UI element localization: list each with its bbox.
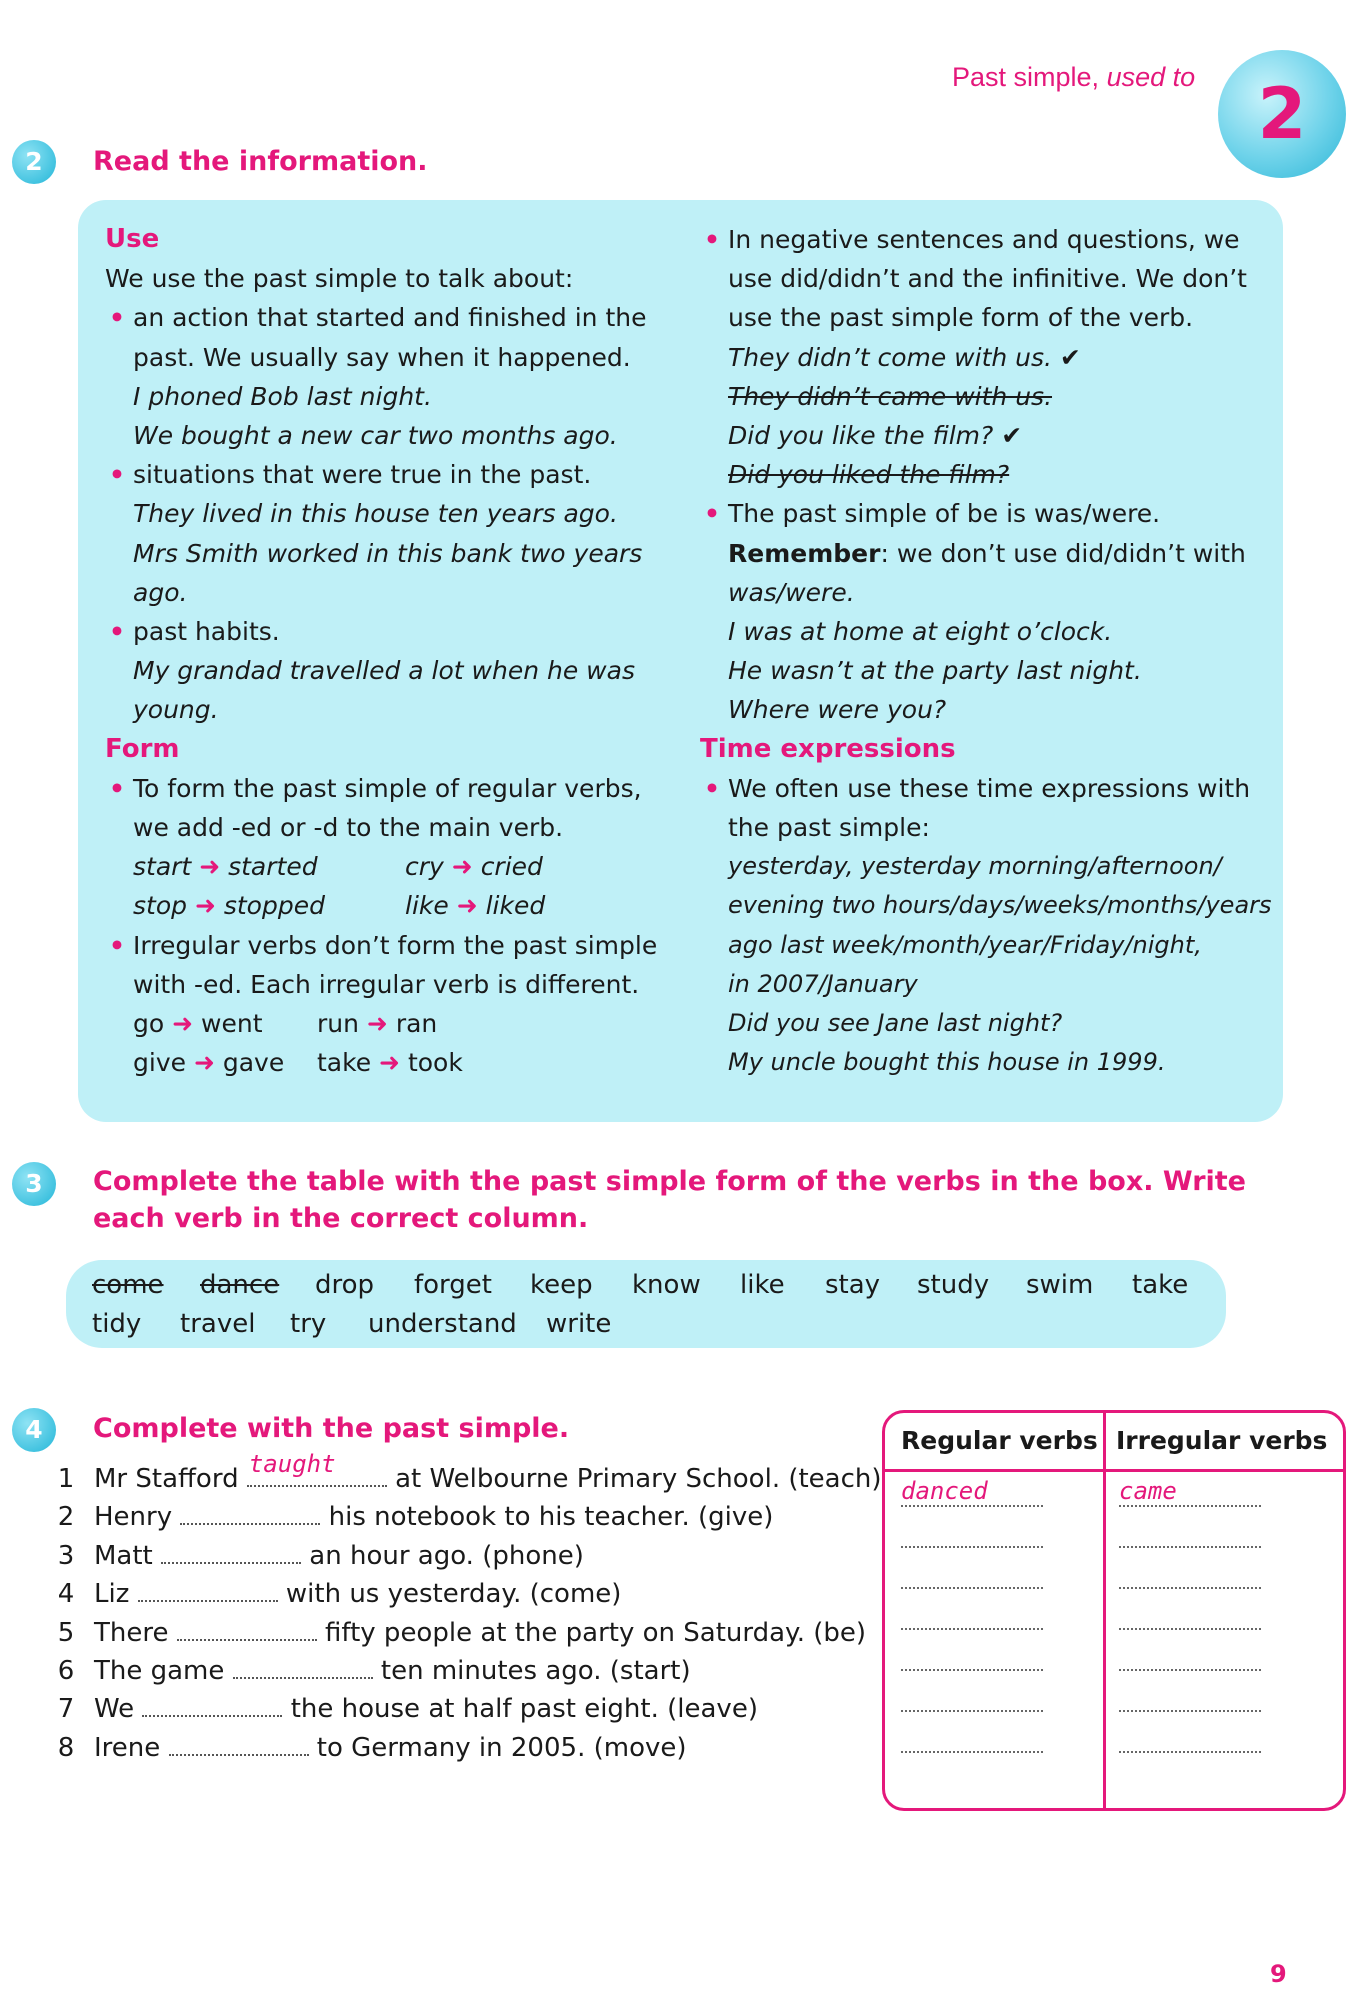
word-box-item: tidy xyxy=(92,1309,142,1339)
sentence-text: Mr Stafford xyxy=(94,1464,247,1494)
page-number: 9 xyxy=(1270,1960,1287,1988)
example-correct: Did you like the film? ✔ xyxy=(728,421,1023,451)
sentence-number: 6 xyxy=(57,1655,75,1686)
form-title: Form xyxy=(105,733,180,764)
time-example: in 2007/January xyxy=(728,969,918,998)
example: Where were you? xyxy=(728,695,947,725)
exercise-4-heading: Complete with the past simple. xyxy=(93,1413,570,1444)
verb: run xyxy=(317,1009,359,1039)
example-wrong: They didn’t came with us. xyxy=(728,381,1053,411)
sentence-text: ten minutes ago. (start) xyxy=(372,1655,691,1686)
sentence-number: 8 xyxy=(57,1732,75,1763)
sentence-number: 3 xyxy=(57,1540,75,1571)
table-answer-line[interactable] xyxy=(1119,1710,1261,1712)
verb: stop xyxy=(133,891,187,921)
remember-note xyxy=(700,534,1280,573)
word-box-item: understand xyxy=(368,1309,517,1339)
word-box-item: swim xyxy=(1026,1270,1094,1300)
irregular-verbs-header: Irregular verbs xyxy=(1116,1426,1328,1455)
use-intro: We use the past simple to talk about: xyxy=(105,264,574,294)
time-example: My uncle bought this house in 1999. xyxy=(728,1048,1166,1077)
example: Mrs Smith worked in this bank two years xyxy=(133,538,643,568)
answer-blank[interactable] xyxy=(161,1538,301,1564)
arrow-icon: ➜ xyxy=(366,1009,388,1039)
example: I was at home at eight o’clock. xyxy=(728,617,1113,647)
time-example: Did you see Jane last night? xyxy=(728,1009,1063,1038)
verb-pair-row xyxy=(105,886,665,925)
table-answer-line[interactable] xyxy=(1119,1751,1261,1753)
verb: liked xyxy=(485,891,546,921)
form-bullet-1-cont: we add -ed or -d to the main verb. xyxy=(133,813,564,843)
remember-label: Remember xyxy=(728,538,881,568)
exercise-2-heading: Read the information. xyxy=(93,146,428,177)
word-box-item: drop xyxy=(315,1270,375,1300)
arrow-icon: ➜ xyxy=(172,1009,194,1039)
unit-title: Past simple, used to xyxy=(952,62,1196,92)
table-answer-line[interactable] xyxy=(901,1710,1043,1712)
table-answer-line[interactable] xyxy=(1119,1669,1261,1671)
verb: give xyxy=(133,1048,186,1078)
answer-blank[interactable] xyxy=(142,1691,282,1717)
table-answer-line[interactable] xyxy=(901,1628,1043,1630)
word-box-item: try xyxy=(290,1309,327,1339)
example: He wasn’t at the party last night. xyxy=(728,656,1142,686)
regular-example-answer: danced xyxy=(901,1477,988,1505)
form-bullet-2: • Irregular verbs don’t form the past simple xyxy=(105,926,665,965)
exercise-4-number: 4 xyxy=(12,1408,56,1452)
sentence-text: The game xyxy=(94,1655,233,1686)
use-bullet-2: • situations that were true in the past. xyxy=(105,455,665,494)
table-header-divider xyxy=(885,1469,1343,1472)
verb: go xyxy=(133,1009,165,1039)
sentence-number: 2 xyxy=(57,1502,75,1533)
sentence-item xyxy=(54,1450,882,1498)
sentence-text: with us yesterday. (come) xyxy=(277,1579,622,1610)
word-box-item: take xyxy=(1132,1270,1189,1300)
exercise-3-heading: Complete the table with the past simple form of the verbs in the box. Write xyxy=(93,1166,1246,1197)
sentence-item xyxy=(54,1729,874,1767)
sentence-text: at Welbourne Primary School. (teach) xyxy=(386,1464,882,1494)
remember-text: : we don’t use did/didn’t with xyxy=(880,538,1246,568)
word-box-item: like xyxy=(740,1270,785,1300)
word-box-item: stay xyxy=(825,1270,881,1300)
verb: like xyxy=(405,891,449,921)
word-box-item: know xyxy=(632,1270,701,1300)
arrow-icon: ➜ xyxy=(456,891,478,921)
sentence-item xyxy=(54,1614,874,1652)
table-column-divider xyxy=(1103,1413,1106,1808)
irregular-example-answer: came xyxy=(1119,1477,1177,1505)
arrow-icon: ➜ xyxy=(451,852,473,882)
verb-pair-row xyxy=(105,1043,665,1082)
arrow-icon: ➜ xyxy=(379,1048,400,1078)
word-box-item: travel xyxy=(180,1309,256,1339)
sentence-text: Matt xyxy=(94,1540,162,1571)
be-bullet: • The past simple of be is was/were. xyxy=(700,494,1280,533)
verb-pair-row xyxy=(105,1004,665,1043)
example: They lived in this house ten years ago. xyxy=(133,499,618,529)
time-bullet: • We often use these time expressions with xyxy=(700,769,1280,808)
sentence-text: Liz xyxy=(94,1579,138,1610)
example: I phoned Bob last night. xyxy=(133,381,432,411)
negative-bullet: • In negative sentences and questions, we xyxy=(700,220,1280,259)
verb: took xyxy=(407,1048,463,1078)
word-box-item: study xyxy=(917,1270,990,1300)
example: young. xyxy=(133,695,219,725)
word-box-item: keep xyxy=(530,1270,593,1300)
word-box-item: forget xyxy=(414,1270,492,1300)
verb-table xyxy=(882,1410,1346,1811)
sentence-item xyxy=(54,1498,874,1536)
info-right-column xyxy=(700,220,1280,1082)
table-answer-line[interactable] xyxy=(901,1505,1043,1507)
exercise-3-heading-cont: each verb in the correct column. xyxy=(93,1203,589,1234)
sentence-text: We xyxy=(94,1694,143,1725)
sentence-item xyxy=(54,1652,874,1690)
answer-blank[interactable] xyxy=(138,1576,278,1602)
verb: went xyxy=(201,1009,263,1039)
table-answer-line[interactable] xyxy=(901,1587,1043,1589)
time-example: yesterday, yesterday morning/afternoon/ xyxy=(728,852,1222,881)
sentence-text: There xyxy=(94,1617,177,1648)
verb: stopped xyxy=(223,891,325,921)
sentence-text: Irene xyxy=(94,1732,169,1763)
table-answer-line[interactable] xyxy=(1119,1628,1261,1630)
unit-number-badge: 2 xyxy=(1218,50,1346,178)
negative-bullet-cont: use the past simple form of the verb. xyxy=(728,303,1194,333)
use-bullet-1-cont: past. We usually say when it happened. xyxy=(133,342,631,372)
example: My grandad travelled a lot when he was xyxy=(133,656,635,686)
sentence-number: 4 xyxy=(57,1579,75,1610)
word-box-item: write xyxy=(546,1309,612,1339)
exercise-2-number: 2 xyxy=(12,140,56,184)
handwritten-answer: taught xyxy=(248,1450,336,1478)
word-box-item: dance xyxy=(200,1270,280,1300)
exercise-3-number: 3 xyxy=(12,1162,56,1206)
table-answer-line[interactable] xyxy=(901,1751,1043,1753)
sentence-text: his notebook to his teacher. (give) xyxy=(320,1502,774,1533)
sentence-text: fifty people at the party on Saturday. (be) xyxy=(316,1617,867,1648)
sentence-item xyxy=(54,1537,874,1575)
time-example: ago last week/month/year/Friday/night, xyxy=(728,930,1202,959)
table-answer-line[interactable] xyxy=(1119,1587,1261,1589)
table-answer-line[interactable] xyxy=(901,1546,1043,1548)
sentence-text: Henry xyxy=(94,1502,181,1533)
example-wrong: Did you liked the film? xyxy=(728,460,1010,490)
word-box-item: come xyxy=(92,1270,164,1300)
verb: ran xyxy=(395,1009,438,1039)
info-left-column xyxy=(105,220,665,1082)
negative-bullet-cont: use did/didn’t and the infinitive. We don’t xyxy=(728,264,1247,294)
answer-blank[interactable] xyxy=(180,1499,320,1525)
sentence-list xyxy=(54,1450,882,1767)
example: ago. xyxy=(133,577,188,607)
regular-verbs-header: Regular verbs xyxy=(901,1426,1098,1455)
answer-blank[interactable] xyxy=(169,1730,309,1756)
use-title: Use xyxy=(105,224,160,254)
sentence-number: 5 xyxy=(57,1617,75,1648)
sentence-number: 7 xyxy=(57,1694,75,1725)
use-bullet-1: • an action that started and finished in the xyxy=(105,298,665,337)
form-bullet-1: • To form the past simple of regular verbs, xyxy=(105,769,665,808)
verb: gave xyxy=(222,1048,285,1078)
answer-blank[interactable] xyxy=(233,1653,373,1679)
remember-note-cont: was/were. xyxy=(728,577,855,607)
table-answer-line[interactable] xyxy=(1119,1505,1261,1507)
verb: start xyxy=(133,852,192,882)
arrow-icon: ➜ xyxy=(199,852,221,882)
sentence-item xyxy=(54,1690,874,1728)
time-expressions-title: Time expressions xyxy=(700,733,956,764)
table-answer-line[interactable] xyxy=(1119,1546,1261,1548)
time-bullet-cont: the past simple: xyxy=(728,813,930,843)
verb: started xyxy=(228,852,318,882)
answer-blank[interactable] xyxy=(247,1450,387,1487)
table-answer-line[interactable] xyxy=(901,1669,1043,1671)
sentence-item xyxy=(54,1575,874,1613)
verb: cry xyxy=(405,852,444,882)
sentence-number: 1 xyxy=(57,1464,75,1494)
example: We bought a new car two months ago. xyxy=(133,421,618,451)
verb: cried xyxy=(480,852,543,882)
arrow-icon: ➜ xyxy=(194,891,216,921)
sentence-text: the house at half past eight. (leave) xyxy=(282,1694,758,1725)
use-bullet-3: • past habits. xyxy=(105,612,665,651)
answer-blank[interactable] xyxy=(177,1615,317,1641)
form-bullet-2-cont: with -ed. Each irregular verb is different. xyxy=(133,969,640,999)
time-example: evening two hours/days/weeks/months/years xyxy=(728,891,1272,920)
example-correct: They didn’t come with us. ✔ xyxy=(728,342,1081,372)
sentence-text: an hour ago. (phone) xyxy=(301,1540,584,1571)
verb-pair-row xyxy=(105,847,665,886)
verb: take xyxy=(317,1048,372,1078)
sentence-text: to Germany in 2005. (move) xyxy=(308,1732,687,1763)
arrow-icon: ➜ xyxy=(193,1048,215,1078)
